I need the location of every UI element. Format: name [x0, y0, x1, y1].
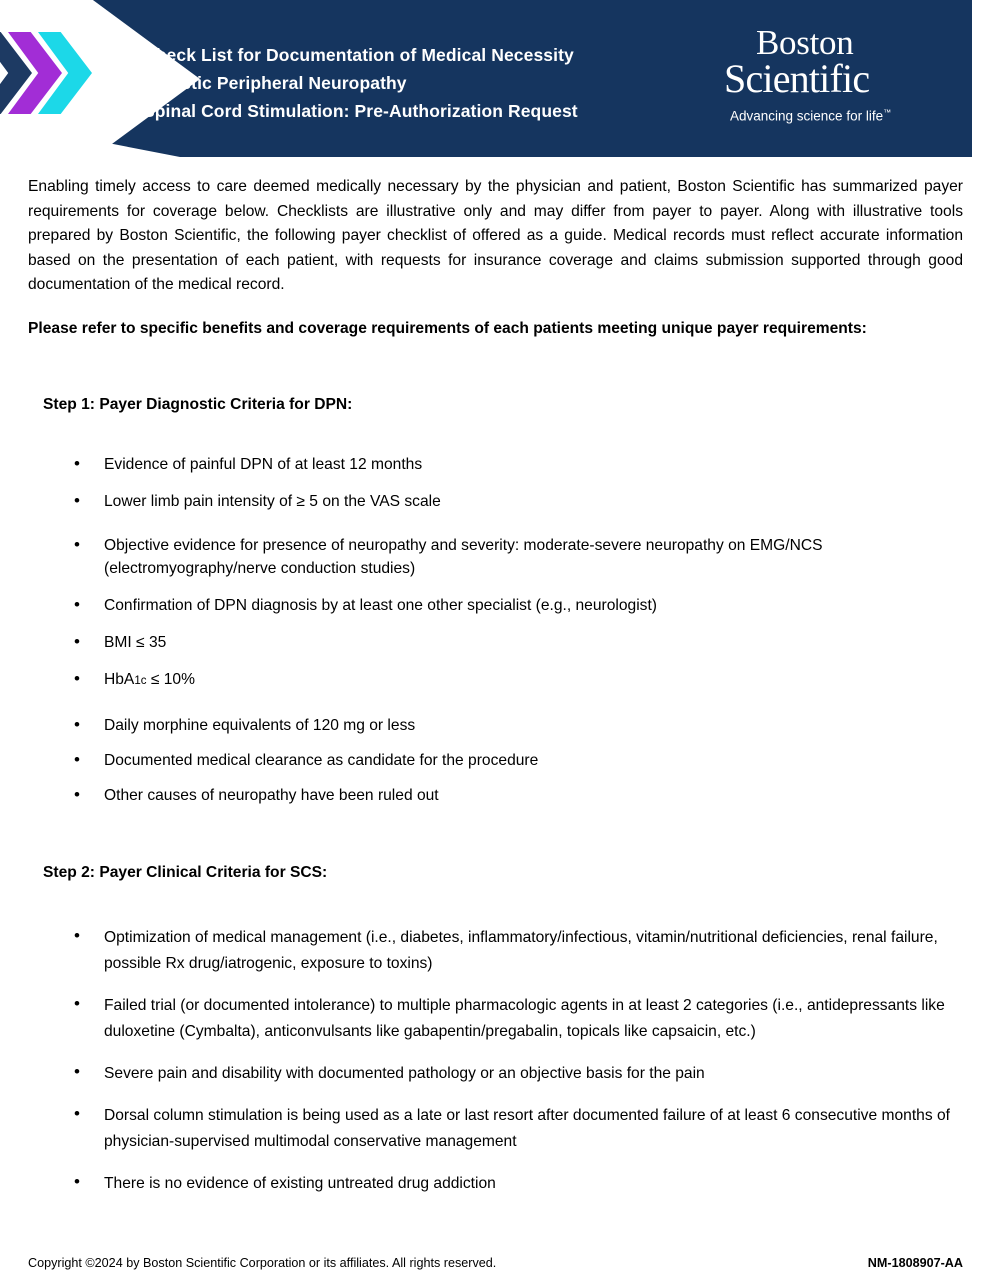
- header-title-line-1: Check List for Documentation of Medical Necessity: [143, 45, 574, 65]
- list-item: • Failed trial (or documented intolerance) to multiple pharmacologic agents in at least 2 categories (i.e., antidepressants like duloxetine (Cymbalta), anticonvulsants like gabapentin/pregabalin, topicals like capsaicin, etc.): [28, 993, 963, 1045]
- list-item: • Lower limb pain intensity of ≥ 5 on the VAS scale: [28, 490, 963, 513]
- hba1c-prefix: HbA: [104, 670, 135, 688]
- trademark-icon: ™: [883, 108, 892, 117]
- list-item: • Evidence of painful DPN of at least 12 months: [28, 453, 963, 476]
- list-item: • Confirmation of DPN diagnosis by at least one other specialist (e.g., neurologist): [28, 594, 963, 617]
- header-title-line-2: Diabetic Peripheral Neuropathy: [143, 73, 407, 93]
- document-body: [0, 157, 989, 1197]
- document-code: NM-1808907-AA: [867, 1256, 963, 1270]
- list-item: • Daily morphine equivalents of 120 mg or less: [28, 714, 963, 737]
- header-title-line-3: Spinal Cord Stimulation: Pre-Authorization Request: [143, 101, 578, 121]
- list-item: • Dorsal column stimulation is being used as a late or last resort after documented failure of at least 6 consecutive months of physician-supervised multimodal conservative management: [28, 1103, 963, 1155]
- brand-word-boston: Boston: [756, 23, 854, 62]
- chevron-group-icon: [0, 32, 98, 114]
- list-item: • Other causes of neuropathy have been ruled out: [28, 784, 963, 807]
- list-item: • Optimization of medical management (i.e., diabetes, inflammatory/infectious, vitamin/nutritional deficiencies, renal failure, possible Rx drug/iatrogenic, exposure to toxins): [28, 925, 963, 977]
- hba1c-suffix: ≤ 10%: [146, 670, 195, 688]
- document-footer: [0, 1256, 989, 1270]
- list-item: • Severe pain and disability with documented pathology or an objective basis for the pain: [28, 1061, 963, 1087]
- list-item: • Documented medical clearance as candidate for the procedure: [28, 749, 963, 772]
- header-title-block: [143, 41, 703, 125]
- list-item: • BMI ≤ 35: [28, 631, 963, 654]
- step-2-heading: Step 2: Payer Clinical Criteria for SCS:: [43, 863, 328, 881]
- lead-paragraph: Please refer to specific benefits and coverage requirements of each patients meeting unique payer requirements:: [28, 319, 867, 337]
- hba1c-subscript: 1c: [134, 674, 147, 687]
- list-item: • Objective evidence for presence of neuropathy and severity: moderate-severe neuropathy on EMG/NCS (electromyography/nerve conduction studies): [28, 534, 963, 580]
- step-2-checklist: [28, 882, 963, 1197]
- document-header: [0, 0, 972, 157]
- boston-scientific-logo: [724, 23, 934, 127]
- list-item-hba1c: [28, 668, 963, 693]
- brand-word-scientific: Scientific: [724, 56, 870, 101]
- list-item: • There is no evidence of existing untreated drug addiction: [28, 1171, 963, 1197]
- brand-tagline: [724, 103, 934, 127]
- step-1-checklist: [28, 414, 963, 807]
- copyright-notice: Copyright ©2024 by Boston Scientific Corporation or its affiliates. All rights reserved.: [28, 1256, 497, 1270]
- step-1-heading: Step 1: Payer Diagnostic Criteria for DPN:: [43, 395, 353, 413]
- intro-paragraph: Enabling timely access to care deemed medically necessary by the physician and patient, Boston Scientific has summarized payer requirements for coverage below. Checklists are illustrative only and may differ from payer to payer. Along with illustrative tools prepared by Boston Scientific, the following payer checklist of offered as a guide. Medical records must reflect accurate information based on the presentation of each patient, with requests for insurance coverage and claims submission supported through good documentation of the medical record.: [28, 178, 963, 294]
- brand-tagline-text: Advancing science for life: [730, 108, 884, 124]
